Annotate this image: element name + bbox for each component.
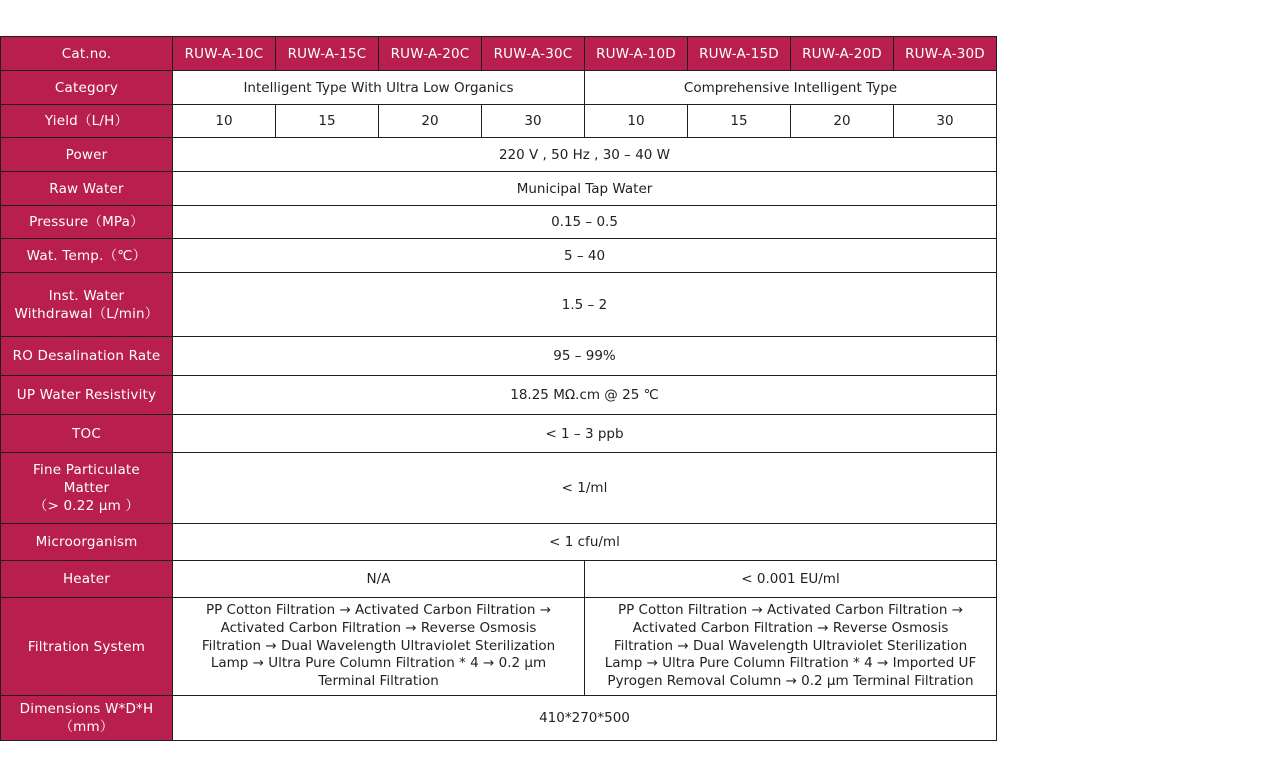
label-yield: Yield（L/H）	[1, 105, 173, 138]
up-resistivity-value: 18.25 MΩ.cm @ 25 ℃	[173, 376, 997, 415]
label-category: Category	[1, 71, 173, 105]
heater-c-series: N/A	[173, 561, 585, 598]
model-name: RUW-A-10D	[585, 37, 688, 71]
toc-value: < 1 – 3 ppb	[173, 415, 997, 453]
row-ro-rate	[1, 337, 997, 376]
filtration-d-series	[585, 598, 997, 696]
label-inst-water	[1, 273, 173, 337]
specification-table	[0, 36, 997, 741]
label-microorganism: Microorganism	[1, 524, 173, 561]
filtration-line: Filtration → Dual Wavelength Ultraviolet Sterilization	[613, 637, 968, 654]
water-temp-value: 5 – 40	[173, 239, 997, 273]
row-power	[1, 138, 997, 172]
filtration-line: Activated Carbon Filtration → Reverse Osmosis	[220, 619, 537, 636]
label-line: Fine Particulate	[33, 462, 140, 478]
yield-value: 20	[791, 105, 894, 138]
filtration-line: Filtration → Dual Wavelength Ultraviolet Sterilization	[201, 637, 556, 654]
filtration-line: PP Cotton Filtration → Activated Carbon Filtration →	[205, 602, 552, 619]
filtration-line: PP Cotton Filtration → Activated Carbon Filtration →	[617, 602, 964, 619]
category-c-series: Intelligent Type With Ultra Low Organics	[173, 71, 585, 105]
dimensions-value: 410*270*500	[173, 696, 997, 741]
label-catno: Cat.no.	[1, 37, 173, 71]
row-yield	[1, 105, 997, 138]
row-raw-water	[1, 172, 997, 206]
yield-value: 10	[585, 105, 688, 138]
yield-value: 20	[379, 105, 482, 138]
row-heater	[1, 561, 997, 598]
model-name: RUW-A-20D	[791, 37, 894, 71]
label-line: （> 0.22 μm ）	[33, 498, 140, 514]
label-pressure: Pressure（MPa）	[1, 206, 173, 239]
filtration-line: Lamp → Ultra Pure Column Filtration * 4 → Imported UF	[604, 655, 977, 672]
model-name: RUW-A-10C	[173, 37, 276, 71]
row-pressure	[1, 206, 997, 239]
model-name: RUW-A-20C	[379, 37, 482, 71]
label-up-resistivity: UP Water Resistivity	[1, 376, 173, 415]
label-line: Inst. Water	[48, 287, 125, 304]
raw-water-value: Municipal Tap Water	[173, 172, 997, 206]
label-heater: Heater	[1, 561, 173, 598]
row-microorganism	[1, 524, 997, 561]
row-inst-water	[1, 273, 997, 337]
row-category	[1, 71, 997, 105]
label-dimensions	[1, 696, 173, 741]
label-fine-particulate	[1, 453, 173, 524]
row-water-temp	[1, 239, 997, 273]
inst-water-value: 1.5 – 2	[173, 273, 997, 337]
label-ro-rate: RO Desalination Rate	[1, 337, 173, 376]
label-filtration-system: Filtration System	[1, 598, 173, 696]
category-d-series: Comprehensive Intelligent Type	[585, 71, 997, 105]
filtration-line: Activated Carbon Filtration → Reverse Osmosis	[632, 619, 949, 636]
model-name: RUW-A-15D	[688, 37, 791, 71]
row-fine-particulate	[1, 453, 997, 524]
label-power: Power	[1, 138, 173, 172]
model-name: RUW-A-30C	[482, 37, 585, 71]
label-water-temp: Wat. Temp.（℃）	[1, 239, 173, 273]
label-line: Matter	[63, 480, 110, 496]
model-name: RUW-A-15C	[276, 37, 379, 71]
row-toc	[1, 415, 997, 453]
filtration-c-series	[173, 598, 585, 696]
yield-value: 30	[482, 105, 585, 138]
label-toc: TOC	[1, 415, 173, 453]
row-dimensions	[1, 696, 997, 741]
filtration-line: Lamp → Ultra Pure Column Filtration * 4 → 0.2 μm	[210, 655, 547, 672]
fine-particulate-value: < 1/ml	[173, 453, 997, 524]
row-up-resistivity	[1, 376, 997, 415]
heater-d-series: < 0.001 EU/ml	[585, 561, 997, 598]
yield-value: 30	[894, 105, 997, 138]
label-line: （mm）	[59, 719, 114, 735]
yield-value: 15	[276, 105, 379, 138]
yield-value: 10	[173, 105, 276, 138]
ro-rate-value: 95 – 99%	[173, 337, 997, 376]
label-raw-water: Raw Water	[1, 172, 173, 206]
row-filtration	[1, 598, 997, 696]
model-name: RUW-A-30D	[894, 37, 997, 71]
label-line: Withdrawal（L/min）	[14, 305, 159, 322]
power-value: 220 V , 50 Hz , 30 – 40 W	[173, 138, 997, 172]
filtration-line: Pyrogen Removal Column → 0.2 μm Terminal Filtration	[607, 673, 974, 690]
microorganism-value: < 1 cfu/ml	[173, 524, 997, 561]
filtration-line: Terminal Filtration	[318, 673, 439, 690]
yield-value: 15	[688, 105, 791, 138]
pressure-value: 0.15 – 0.5	[173, 206, 997, 239]
label-line: Dimensions W*D*H	[19, 701, 154, 717]
row-catno	[1, 37, 997, 71]
